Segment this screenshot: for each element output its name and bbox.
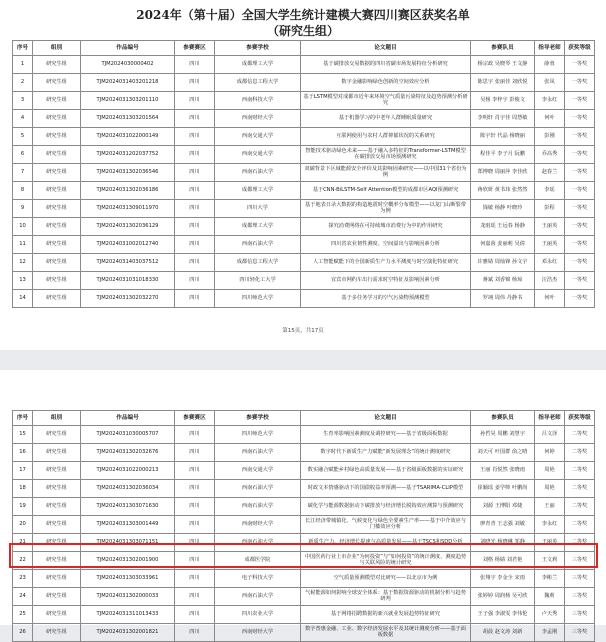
row-region-cell: 四川 [175,588,215,606]
row-members-cell: 郑博晓 周丽萍 李佳欣 [471,164,535,182]
row-region-cell: 四川 [175,570,215,588]
table-header-row [13,411,595,426]
row-group-cell: 研究生组 [33,588,81,606]
row-members-cell: 刘天可 叶国群 俞之晴 [471,444,535,462]
header-cell-no: 序号 [13,41,33,56]
row-entry-id-cell: TJM2024031302036034 [81,480,175,498]
row-no-cell: 12 [13,254,33,272]
row-members-cell: 程佳平 李子月 阮鹏 [471,146,535,164]
row-paper-title-cell: 气候能源如何影响全球安全体系：基于数据资源驱动的机制分析与趋势研判 [301,588,471,606]
row-paper-title-cell: 长江经济带城镇化、气候变化与绿色全要素生产率——基于中介效应与门槛效应分析 [301,516,471,534]
row-no-cell: 11 [13,236,33,254]
document-subtitle: （研究生组） [266,24,339,38]
table-row [13,254,595,272]
table-row [13,74,595,92]
row-region-cell: 四川 [175,498,215,516]
row-advisor-cell: 王丽英 [535,534,565,552]
row-paper-title-cell: 中国医药行业上市企业“为何投资”与“如何投资”的统计测度、测度趋势与关联风险的统计研究 [301,552,471,570]
table-row [13,570,595,588]
table-row [13,552,595,570]
row-members-cell: 张翔宇 李金全 宋雨 [471,570,535,588]
header-cell-members: 参赛队员 [471,41,535,56]
row-award-cell: 三等奖 [565,570,595,588]
row-advisor-cell: 李彬兰 [535,570,565,588]
row-school-cell: 西南科技大学 [215,92,301,110]
row-advisor-cell: 彭程 [535,200,565,218]
row-award-cell: 二等奖 [565,444,595,462]
row-school-cell: 成都理工大学 [215,218,301,236]
row-members-cell: 刘源 王博阳 邓婕 [471,498,535,516]
row-members-cell: 王丽 肖悦然 张晓雨 [471,462,535,480]
row-school-cell: 四川师范大学 [215,290,301,308]
row-region-cell: 四川 [175,272,215,290]
row-award-cell: 一等奖 [565,92,595,110]
row-no-cell: 4 [13,110,33,128]
row-award-cell: 二等奖 [565,462,595,480]
row-school-cell: 西南交通大学 [215,128,301,146]
row-advisor-cell: 张凤 [535,74,565,92]
row-region-cell: 四川 [175,110,215,128]
row-group-cell: 研究生组 [33,462,81,480]
header-cell-entry-id: 作品编号 [81,41,175,56]
row-award-cell: 一等奖 [565,56,595,74]
row-members-cell: 王子强 李淑雯 李伟伦 [471,606,535,624]
row-group-cell: 研究生组 [33,570,81,588]
row-award-cell: 二等奖 [565,516,595,534]
header-cell-entry-id: 作品编号 [81,411,175,426]
row-members-cell: 李明轩 肖宇佳 周慧敏 [471,110,535,128]
row-group-cell: 研究生组 [33,182,81,200]
row-paper-title-cell: 碳化学与能源数据驱动下碳排放与经济增长脱钩效应测算与预测研究 [301,498,471,516]
row-advisor-cell: 周艳 [535,480,565,498]
row-group-cell: 研究生组 [33,128,81,146]
row-no-cell: 18 [13,480,33,498]
row-award-cell: 一等奖 [565,110,595,128]
row-region-cell: 四川 [175,236,215,254]
row-entry-id-cell: TJM2024031303033961 [81,570,175,588]
row-entry-id-cell: TJM2024030000402 [81,56,175,74]
row-group-cell: 研究生组 [33,236,81,254]
row-region-cell: 四川 [175,624,215,642]
row-school-cell: 西南石油大学 [215,444,301,462]
row-region-cell: 四川 [175,164,215,182]
document-title: 2024年（第十届）全国大学生统计建模大赛四川赛区获奖名单 [136,8,470,22]
row-advisor-cell: 王丽英 [535,236,565,254]
row-entry-id-cell: TJM2024031302036546 [81,164,175,182]
row-advisor-cell: 何叶 [535,290,565,308]
row-entry-id-cell: TJM2024031302032270 [81,290,175,308]
header-cell-region: 参赛赛区 [175,41,215,56]
row-members-cell: 张婷婷 周润杨 吴可欣 [471,588,535,606]
row-school-cell: 成都信息工程大学 [215,74,301,92]
row-group-cell: 研究生组 [33,272,81,290]
row-group-cell: 研究生组 [33,146,81,164]
row-group-cell: 研究生组 [33,164,81,182]
row-region-cell: 四川 [175,444,215,462]
table-row [13,624,595,642]
row-entry-id-cell: TJM2024031311013433 [81,606,175,624]
header-cell-members: 参赛队员 [471,411,535,426]
row-advisor-cell: 何婷 [535,444,565,462]
row-members-cell: 刘晓光 杨晓琳 邹静 [471,534,535,552]
table-row [13,290,595,308]
row-group-cell: 研究生组 [33,74,81,92]
row-region-cell: 四川 [175,56,215,74]
row-no-cell: 14 [13,290,33,308]
row-group-cell: 研究生组 [33,480,81,498]
row-school-cell: 四川师范大学 [215,426,301,444]
header-cell-school: 参赛学校 [215,41,301,56]
row-members-cell: 龙雨瑶 王远春 杨静 [471,218,535,236]
row-members-cell: 刘格 杨婧 刘君艳 [471,552,535,570]
header-cell-school: 参赛学校 [215,411,301,426]
row-paper-title-cell: 基于碳排放交易数据的四川省碳市场发展特征分析研究 [301,56,471,74]
row-school-cell: 西南石油大学 [215,534,301,552]
row-school-cell: 成都信息工程大学 [215,254,301,272]
row-advisor-cell: 王文莉 [535,552,565,570]
row-entry-id-cell: TJM2024031303201110 [81,92,175,110]
row-members-cell: 崔颖瑶 姜学帅 叶鹏尚 [471,480,535,498]
row-award-cell: 一等奖 [565,74,595,92]
row-no-cell: 8 [13,182,33,200]
row-advisor-cell: 汪浩杰 [535,272,565,290]
row-paper-title-cell: 基于LSTM模型对成都市近年来环境空气质量污染特征及趋势预测分析研究 [301,92,471,110]
row-region-cell: 四川 [175,200,215,218]
row-award-cell: 一等奖 [565,164,595,182]
row-members-cell: 孙哲昊 周鹏 刘慧宇 [471,426,535,444]
row-members-cell: 蒋欣妍 黄书玮 张然然 [471,182,535,200]
row-school-cell: 西南财经大学 [215,516,301,534]
table-row [13,498,595,516]
row-paper-title-cell: 互联网使用与农村人群抑郁状况的关系研究 [301,128,471,146]
row-entry-id-cell: TJM2024031309011970 [81,200,175,218]
row-entry-id-cell: TJM2024031302036186 [81,182,175,200]
row-advisor-cell: 薛蓉 [535,56,565,74]
row-entry-id-cell: TJM2024031022000213 [81,462,175,480]
row-group-cell: 研究生组 [33,200,81,218]
row-no-cell: 25 [13,606,33,624]
row-advisor-cell: 李瑶 [535,182,565,200]
row-school-cell: 西南交通大学 [215,146,301,164]
row-award-cell: 一等奖 [565,272,595,290]
row-members-cell: 吴杨 李梓宇 彭俊文 [471,92,535,110]
header-cell-award: 获奖等级 [565,411,595,426]
header-cell-advisor: 指导老师 [535,41,565,56]
row-group-cell: 研究生组 [33,218,81,236]
row-group-cell: 研究生组 [33,110,81,128]
row-advisor-cell: 邓永红 [535,254,565,272]
row-advisor-cell: 王丽 [535,498,565,516]
row-school-cell: 西南财经大学 [215,624,301,642]
table-row [13,200,595,218]
row-entry-id-cell: TJM2024031302001900 [81,552,175,570]
row-paper-title-cell: 数实融合赋能乡村绿色高质量发展——基于省级面板数据的实证研究 [301,462,471,480]
row-no-cell: 2 [13,74,33,92]
row-award-cell: 二等奖 [565,534,595,552]
row-award-cell: 一等奖 [565,218,595,236]
row-award-cell: 一等奖 [565,128,595,146]
row-group-cell: 研究生组 [33,92,81,110]
row-entry-id-cell: TJM2024031403037512 [81,254,175,272]
row-paper-title-cell: 生育率影响因素测度及调控研究——基于省级面板数据 [301,426,471,444]
table-row [13,462,595,480]
row-no-cell: 3 [13,92,33,110]
row-entry-id-cell: TJM2024031302032676 [81,444,175,462]
row-no-cell: 22 [13,552,33,570]
row-advisor-cell: 王丽英 [535,218,565,236]
row-school-cell: 西南石油大学 [215,164,301,182]
row-award-cell: 一等奖 [565,254,595,272]
row-paper-title-cell: 基于地表日录大数据的构造地震时空概率分布模型——以龙门山断裂带为例 [301,200,471,218]
row-group-cell: 研究生组 [33,290,81,308]
row-no-cell: 20 [13,516,33,534]
row-award-cell: 二等奖 [565,426,595,444]
row-group-cell: 研究生组 [33,552,81,570]
awards-table-page-2 [12,410,595,642]
page-footer: 第15页，共17页 [282,328,324,334]
row-advisor-cell: 赵春兰 [535,164,565,182]
row-advisor-cell: 卢天秀 [535,606,565,624]
table-row [13,534,595,552]
row-group-cell: 研究生组 [33,426,81,444]
table-row [13,218,595,236]
table-header-row [13,41,595,56]
row-region-cell: 四川 [175,254,215,272]
row-no-cell: 6 [13,146,33,164]
row-members-cell: 陈宇轩 代晶 杨晓丽 [471,128,535,146]
row-no-cell: 10 [13,218,33,236]
row-no-cell: 15 [13,426,33,444]
row-award-cell: 三等奖 [565,552,595,570]
row-award-cell: 一等奖 [565,236,595,254]
row-advisor-cell: 魏莉 [535,588,565,606]
row-members-cell: 许雅婧 周灿锋 孙文宇 [471,254,535,272]
row-group-cell: 研究生组 [33,56,81,74]
row-paper-title-cell: 基于机器学习的中老年人群睡眠质量研究 [301,110,471,128]
row-entry-id-cell: TJM2024031403201218 [81,74,175,92]
header-cell-paper-title: 论文题目 [301,411,471,426]
table-row [13,92,595,110]
row-paper-title-cell: 人工智能赋能下的全国新质生产力水平测度与时空演化特征研究 [301,254,471,272]
row-paper-title-cell: 基于多任务学习的空气污染物预测模型 [301,290,471,308]
row-region-cell: 四川 [175,182,215,200]
row-advisor-cell: 彭刚 [535,128,565,146]
row-no-cell: 16 [13,444,33,462]
row-entry-id-cell: TJM2024031002012740 [81,236,175,254]
row-paper-title-cell: 数字普惠金融、工业、数字经济发展水平及其统计测度分析——基于面板数据 [301,624,471,642]
row-entry-id-cell: TJM2024031202037752 [81,146,175,164]
row-school-cell: 成都理工大学 [215,56,301,74]
table-row [13,236,595,254]
row-school-cell: 四川农业大学 [215,606,301,624]
row-members-cell: 罗翊 周伟 丹静书 [471,290,535,308]
header-cell-advisor: 指导老师 [535,411,565,426]
row-region-cell: 四川 [175,92,215,110]
row-region-cell: 四川 [175,534,215,552]
row-school-cell: 西南石油大学 [215,588,301,606]
header-cell-award: 获奖等级 [565,41,595,56]
row-advisor-cell: 周艳 [535,462,565,480]
row-region-cell: 四川 [175,146,215,164]
row-entry-id-cell: TJM2024031302000033 [81,588,175,606]
row-group-cell: 研究生组 [33,254,81,272]
row-paper-title-cell: 智能技术驱动绿色未来——基于融入多特征的Transformer-LSTM模型在碳排放交易市场预测研究 [301,146,471,164]
row-school-cell: 成都理工大学 [215,182,301,200]
table-row [13,426,595,444]
table-row [13,182,595,200]
row-group-cell: 研究生组 [33,498,81,516]
row-paper-title-cell: 基于CNN-BiLSTM-Self Attention模型的成都市区AQI预测研究 [301,182,471,200]
row-entry-id-cell: TJM2024031031018330 [81,272,175,290]
row-award-cell: 一等奖 [565,182,595,200]
table-row [13,128,595,146]
row-advisor-cell: 李永红 [535,92,565,110]
row-entry-id-cell: TJM2024031030005707 [81,426,175,444]
row-no-cell: 9 [13,200,33,218]
table-row [13,110,595,128]
row-advisor-cell: 李永红 [535,516,565,534]
row-award-cell: 一等奖 [565,200,595,218]
row-group-cell: 研究生组 [33,606,81,624]
table-row [13,146,595,164]
row-region-cell: 四川 [175,462,215,480]
row-advisor-cell: 李孟刚 [535,624,565,642]
row-paper-title-cell: 数字时代下新质生产力赋能“新发展理念”的统计测度研究 [301,444,471,462]
row-region-cell: 四川 [175,480,215,498]
table-row [13,480,595,498]
row-no-cell: 7 [13,164,33,182]
header-cell-no: 序号 [13,411,33,426]
row-award-cell: 二等奖 [565,480,595,498]
row-no-cell: 17 [13,462,33,480]
row-school-cell: 西南财经大学 [215,110,301,128]
row-school-cell: 四川大学 [215,200,301,218]
row-region-cell: 四川 [175,606,215,624]
row-entry-id-cell: TJM2024031022000149 [81,128,175,146]
header-cell-paper-title: 论文题目 [301,41,471,56]
row-entry-id-cell: TJM2024031303071151 [81,534,175,552]
row-school-cell: 西南石油大学 [215,498,301,516]
table-row [13,272,595,290]
row-advisor-cell: 吕文泽 [535,426,565,444]
row-no-cell: 1 [13,56,33,74]
row-region-cell: 四川 [175,74,215,92]
row-no-cell: 24 [13,588,33,606]
row-region-cell: 四川 [175,516,215,534]
row-no-cell: 19 [13,498,33,516]
row-school-cell: 西南交通大学 [215,462,301,480]
header-cell-region: 参赛赛区 [175,411,215,426]
awards-table-page-1 [12,40,595,308]
row-paper-title-cell: 时政文本情感驱动下的国债收益率预测——基于TSARIMA-CLIP模型 [301,480,471,498]
table-row [13,516,595,534]
row-members-cell: 蒋斌 刘香锦 杨琼 [471,272,535,290]
row-award-cell: 一等奖 [565,290,595,308]
table-row [13,164,595,182]
row-region-cell: 四川 [175,218,215,236]
row-group-cell: 研究生组 [33,516,81,534]
row-advisor-cell: 乔高秀 [535,146,565,164]
row-no-cell: 21 [13,534,33,552]
row-region-cell: 四川 [175,290,215,308]
row-entry-id-cell: TJM2024031302001821 [81,624,175,642]
row-region-cell: 四川 [175,552,215,570]
row-members-cell: 何嘉茵 姜丽莉 吴倩 [471,236,535,254]
row-school-cell: 西南石油大学 [215,480,301,498]
row-members-cell: 廖青青 王志强 刘敏 [471,516,535,534]
header-cell-group: 组别 [33,41,81,56]
row-no-cell: 5 [13,128,33,146]
row-region-cell: 四川 [175,128,215,146]
row-members-cell: 陈思宇 张丽佳 刘欣悦 [471,74,535,92]
row-group-cell: 研究生组 [33,444,81,462]
row-members-cell: 胡晨 赵文涛 刘新 [471,624,535,642]
row-group-cell: 研究生组 [33,534,81,552]
row-members-cell: 杨宗政 吴晓琴 王文静 [471,56,535,74]
row-award-cell: 三等奖 [565,624,595,642]
table-row [13,606,595,624]
row-no-cell: 26 [13,624,33,642]
row-paper-title-cell: 基于网络招聘数据的新兴就业发展趋势特征研究 [301,606,471,624]
row-entry-id-cell: TJM2024031303071630 [81,498,175,516]
row-paper-title-cell: 探究消费网络在可持续城市消费行为中的作用研究 [301,218,471,236]
table-row [13,588,595,606]
row-award-cell: 三等奖 [565,588,595,606]
row-no-cell: 23 [13,570,33,588]
document-page-2 [0,370,606,638]
row-group-cell: 研究生组 [33,624,81,642]
row-paper-title-cell: 新质生产力、经济增长提速与高质量发展——基于TSCS和SDD分析 [301,534,471,552]
row-region-cell: 四川 [175,426,215,444]
row-paper-title-cell: 宜宾市网约车出行需求时空特征及影响因素分析 [301,272,471,290]
row-no-cell: 13 [13,272,33,290]
row-entry-id-cell: TJM2024031302036129 [81,218,175,236]
row-entry-id-cell: TJM2024031303001449 [81,516,175,534]
row-school-cell: 四川轻化工大学 [215,272,301,290]
row-members-cell: 钱敏 杨静 叶晓玲 [471,200,535,218]
row-award-cell: 二等奖 [565,498,595,516]
row-award-cell: 三等奖 [565,606,595,624]
row-school-cell: 西南石油大学 [215,236,301,254]
header-cell-group: 组别 [33,411,81,426]
row-advisor-cell: 何叶 [535,110,565,128]
row-paper-title-cell: 数字金融影响绿色创新的空间效应分析 [301,74,471,92]
row-award-cell: 一等奖 [565,146,595,164]
row-school-cell: 电子科技大学 [215,570,301,588]
row-school-cell: 成都医学院 [215,552,301,570]
row-entry-id-cell: TJM2024031303201564 [81,110,175,128]
row-paper-title-cell: 空气质量预测模型对比研究——以北京市为例 [301,570,471,588]
row-paper-title-cell: 双碳背景下区域能源安全评价及其影响因素研究——以中国31个省份为例 [301,164,471,182]
table-row [13,56,595,74]
row-paper-title-cell: 四川省农业韧性测度、空间溢出与影响因素分析 [301,236,471,254]
table-row [13,444,595,462]
